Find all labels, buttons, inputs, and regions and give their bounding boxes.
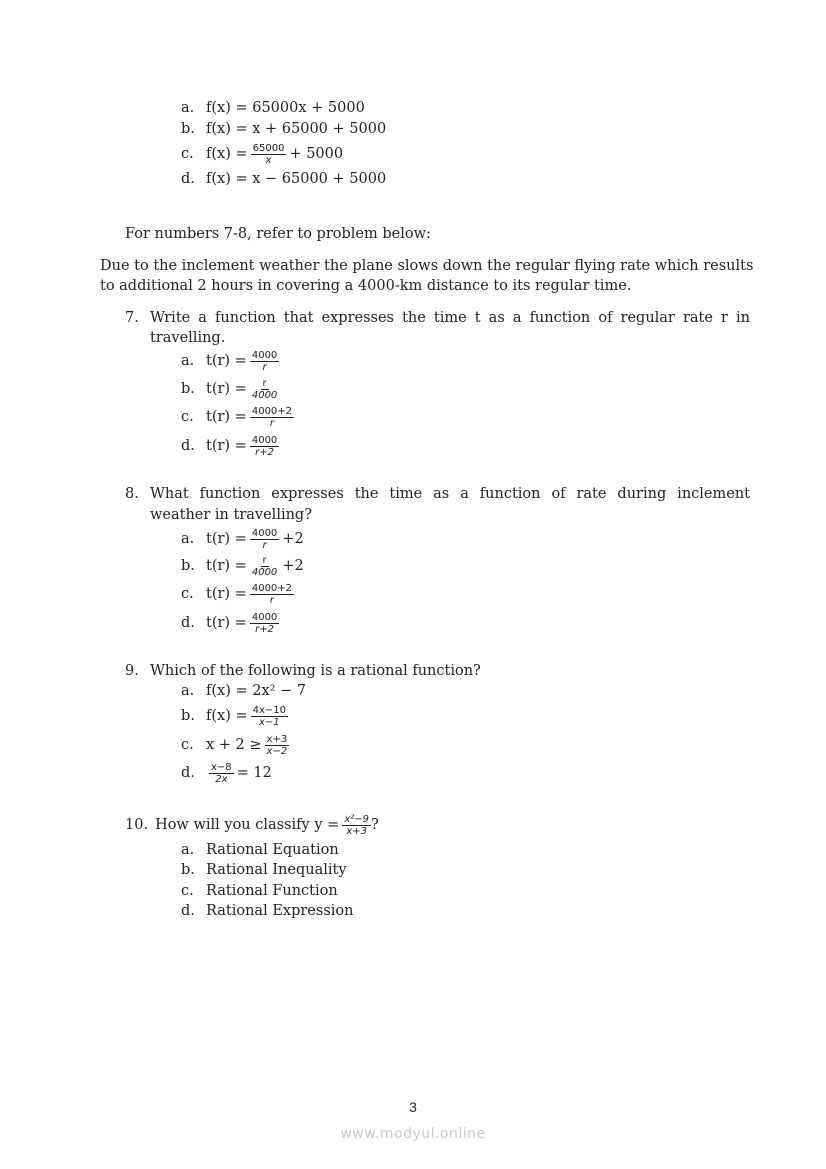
fraction-numerator: 4x−10 <box>252 704 287 716</box>
fraction-numerator: x−8 <box>211 761 232 773</box>
q10-stem <box>125 810 379 840</box>
fraction-numerator: 4000 <box>251 611 278 623</box>
q10-text: How will you classify y = <box>155 817 340 833</box>
fraction-denominator: r+2 <box>255 446 274 458</box>
fraction-denominator: 4000 <box>251 389 278 401</box>
q9-option-d <box>181 762 272 784</box>
fraction-numerator: 65000 <box>252 142 285 154</box>
option-expression-tail: + 5000 <box>289 146 344 162</box>
option-fraction <box>250 555 279 578</box>
q9-option-c <box>181 734 292 756</box>
fraction-denominator: r <box>269 417 274 429</box>
fraction-denominator: r <box>262 361 267 373</box>
q8-option-d <box>181 612 282 634</box>
q7-option-a <box>181 350 282 372</box>
fraction-denominator: x+3 <box>346 825 367 837</box>
option-expression: t(r) = <box>206 558 247 574</box>
q10-fraction <box>342 814 371 837</box>
q8-number: 8. <box>125 486 139 502</box>
fraction-denominator: r+2 <box>255 623 274 635</box>
fraction-numerator: r <box>262 377 267 389</box>
option-letter: c. <box>181 737 194 753</box>
fraction-numerator: r <box>262 554 267 566</box>
option-expression: f(x) = <box>206 146 248 162</box>
fraction-numerator: 4000 <box>251 349 278 361</box>
q7-number: 7. <box>125 310 139 326</box>
option-expression: t(r) = <box>206 353 247 369</box>
option-expression: t(r) = <box>206 381 247 397</box>
option-letter: c. <box>181 883 194 899</box>
option-letter: a. <box>181 683 195 699</box>
problem-line-1: Due to the inclement weather the plane slows down the regular flying rate which results <box>100 258 754 274</box>
q6-option-b <box>181 118 386 140</box>
option-expression: x + 2 ≥ <box>206 737 262 753</box>
option-expression: f(x) = 65000x + 5000 <box>206 100 365 116</box>
option-expression: t(r) = <box>206 531 247 547</box>
option-letter: c. <box>181 409 194 425</box>
option-fraction <box>265 734 290 757</box>
fraction-numerator: 4000 <box>251 527 278 539</box>
fraction-numerator: 4000+2 <box>251 582 293 594</box>
q10-question-mark: ? <box>370 817 379 833</box>
option-expression-tail: +2 <box>282 531 304 547</box>
option-expression: t(r) = <box>206 409 247 425</box>
option-fraction <box>250 612 279 635</box>
intro-text: For numbers 7-8, refer to problem below: <box>125 226 431 242</box>
option-letter: a. <box>181 353 195 369</box>
option-letter: b. <box>181 862 195 878</box>
option-expression: t(r) = <box>206 615 247 631</box>
option-expression: t(r) = <box>206 438 247 454</box>
q10-number: 10. <box>125 817 149 833</box>
option-fraction <box>250 406 294 429</box>
q8-option-b <box>181 555 304 577</box>
q10-option-b <box>181 859 347 881</box>
q7-line-2: travelling. <box>150 330 226 346</box>
q8-option-c <box>181 583 297 605</box>
option-fraction <box>251 705 288 728</box>
option-letter: a. <box>181 842 195 858</box>
fraction-denominator: 2x <box>215 773 228 785</box>
option-letter: c. <box>181 586 194 602</box>
fraction-denominator: x−2 <box>266 745 288 757</box>
fraction-denominator: x−1 <box>258 716 280 728</box>
fraction-denominator: 4000 <box>251 566 278 578</box>
option-expression: Rational Function <box>206 883 338 899</box>
q6-option-a <box>181 97 365 119</box>
q7-option-d <box>181 435 282 457</box>
watermark: www.modyul.online <box>340 1126 486 1142</box>
option-expression-tail: +2 <box>282 558 304 574</box>
option-expression: t(r) = <box>206 586 247 602</box>
fraction-numerator: x+3 <box>266 733 288 745</box>
option-expression: Rational Inequality <box>206 862 347 878</box>
option-letter: b. <box>181 558 195 574</box>
option-fraction <box>250 528 279 551</box>
q6-option-d <box>181 168 386 190</box>
fraction-numerator: x²−9 <box>344 813 369 825</box>
option-letter: c. <box>181 146 194 162</box>
option-letter: d. <box>181 903 195 919</box>
fraction-numerator: 4000+2 <box>251 405 293 417</box>
option-expression: f(x) = x − 65000 + 5000 <box>206 171 387 187</box>
option-fraction <box>250 350 279 373</box>
option-expression: f(x) = 2x² − 7 <box>206 683 307 699</box>
option-fraction <box>251 143 287 166</box>
fraction-denominator: x <box>265 154 272 166</box>
option-letter: b. <box>181 708 195 724</box>
q7-option-c <box>181 406 297 428</box>
option-expression: Rational Equation <box>206 842 339 858</box>
q9-option-a <box>181 680 306 702</box>
option-letter: a. <box>181 100 195 116</box>
option-fraction <box>250 378 279 401</box>
option-letter: d. <box>181 171 195 187</box>
option-fraction <box>250 583 294 606</box>
option-letter: d. <box>181 615 195 631</box>
q8-line-2: weather in travelling? <box>150 507 312 523</box>
option-fraction <box>209 762 234 785</box>
problem-line-2: to additional 2 hours in covering a 4000-km distance to its regular time. <box>100 278 632 294</box>
option-expression: f(x) = x + 65000 + 5000 <box>206 121 387 137</box>
option-letter: d. <box>181 438 195 454</box>
q8-line-1: What function expresses the time as a function of rate during inclement <box>150 486 750 502</box>
q10-option-c <box>181 880 338 902</box>
q10-option-a <box>181 839 339 861</box>
option-expression: f(x) = <box>206 708 248 724</box>
q10-option-d <box>181 900 353 922</box>
fraction-denominator: r <box>269 594 274 606</box>
q9-option-b <box>181 705 291 727</box>
option-letter: b. <box>181 381 195 397</box>
option-letter: b. <box>181 121 195 137</box>
option-expression: Rational Expression <box>206 903 354 919</box>
q9-number: 9. <box>125 663 139 679</box>
fraction-numerator: 4000 <box>251 434 278 446</box>
fraction-denominator: r <box>262 539 267 551</box>
option-letter: a. <box>181 531 195 547</box>
q7-option-b <box>181 378 282 400</box>
option-letter: d. <box>181 765 195 781</box>
q8-option-a <box>181 528 304 550</box>
q9-line-1: Which of the following is a rational function? <box>150 663 481 679</box>
q6-option-c <box>181 143 343 165</box>
q7-line-1: Write a function that expresses the time t as a function of regular rate r in <box>150 310 750 326</box>
page-number: 3 <box>409 1099 417 1115</box>
option-expression-tail: = 12 <box>236 765 272 781</box>
option-fraction <box>250 435 279 458</box>
